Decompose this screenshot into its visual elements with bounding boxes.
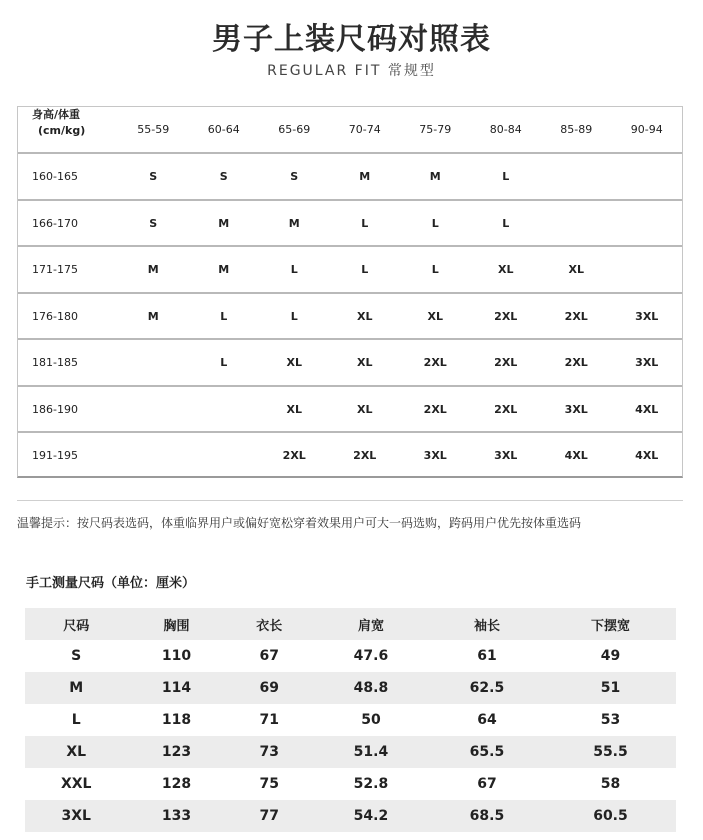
measurement-cell: 65.5 — [469, 744, 505, 760]
measurement-header: 肩宽 — [357, 618, 384, 634]
measurement-cell: 123 — [161, 744, 192, 760]
corner-label-units: (cm/kg) — [38, 124, 86, 137]
size-cell: 4XL — [635, 402, 659, 416]
measurement-cell: 61 — [477, 648, 497, 664]
measurement-cell: XL — [66, 744, 87, 760]
size-cell: XL — [286, 356, 302, 369]
size-cell: L — [502, 216, 510, 230]
size-chart-row — [18, 433, 682, 477]
size-cell: M — [218, 263, 230, 276]
size-chart-row — [18, 247, 682, 294]
measurement-cell: 55.5 — [593, 744, 628, 760]
measurement-cell: 71 — [259, 712, 280, 728]
size-cell — [189, 387, 260, 431]
corner-label-height-weight: 身高/体重 — [32, 108, 81, 121]
size-cell — [541, 154, 612, 199]
measurement-cell: 58 — [600, 776, 621, 792]
measurement-table — [25, 608, 676, 832]
measurement-row — [25, 640, 676, 672]
measurement-row — [25, 672, 676, 704]
measurement-cell: 48.8 — [353, 680, 389, 696]
size-cell: 2XL — [353, 448, 377, 462]
height-label: 191-195 — [32, 448, 78, 462]
size-cell: L — [361, 216, 369, 230]
weight-header: 65-69 — [278, 123, 311, 136]
size-cell: 3XL — [635, 309, 659, 323]
weight-header: 80-84 — [489, 123, 522, 136]
size-cell: L — [290, 309, 298, 323]
measurement-header: 胸围 — [163, 618, 190, 634]
measurement-row — [25, 736, 676, 768]
measurement-cell: 62.5 — [469, 680, 505, 696]
size-cell: S — [149, 170, 158, 183]
size-cell: XL — [357, 309, 373, 323]
weight-header: 85-89 — [560, 123, 593, 136]
size-cell — [541, 201, 612, 245]
measurement-header-row — [25, 608, 676, 640]
size-cell: 2XL — [564, 309, 588, 323]
size-cell: M — [218, 216, 230, 230]
size-cell: 2XL — [423, 356, 447, 369]
weight-header: 90-94 — [630, 123, 663, 136]
size-cell: M — [359, 170, 371, 183]
size-cell — [118, 387, 189, 431]
measurement-row — [25, 704, 676, 736]
measurement-cell: 51.4 — [353, 744, 389, 760]
measurement-cell: 114 — [161, 680, 192, 696]
size-cell: 2XL — [282, 448, 306, 462]
measurement-cell: 50 — [361, 712, 381, 728]
measurement-header: 袖长 — [473, 618, 500, 634]
measurement-cell: 75 — [259, 776, 280, 792]
measurement-cell: S — [71, 648, 82, 664]
size-cell — [118, 340, 189, 385]
size-cell — [612, 247, 683, 292]
weight-header: 55-59 — [137, 123, 170, 136]
size-cell: 3XL — [423, 448, 447, 462]
measurement-cell: 77 — [259, 808, 280, 824]
size-cell: XL — [568, 263, 584, 276]
measurement-cell: 110 — [161, 648, 192, 664]
size-cell: XL — [357, 402, 373, 416]
size-chart-corner — [18, 107, 118, 152]
weight-header: 60-64 — [207, 123, 240, 136]
size-cell: 3XL — [564, 402, 588, 416]
size-cell: XL — [498, 263, 514, 276]
measurement-cell: 69 — [259, 680, 280, 696]
page-title: 男子上装尺码对照表 — [212, 22, 491, 57]
height-label: 160-165 — [32, 170, 78, 183]
measurement-cell: 53 — [600, 712, 621, 728]
size-cell: 2XL — [494, 309, 518, 323]
measurement-cell: M — [69, 680, 84, 696]
measurement-cell: 51 — [600, 680, 621, 696]
size-chart-row — [18, 387, 682, 433]
size-cell: L — [220, 356, 228, 369]
size-chart-row — [18, 201, 682, 247]
size-cell — [612, 201, 683, 245]
measurement-cell: 68.5 — [469, 808, 505, 824]
page-subtitle: REGULAR FIT 常规型 — [267, 63, 436, 79]
measurement-cell: 118 — [161, 712, 192, 728]
size-chart-row — [18, 294, 682, 340]
size-cell — [612, 154, 683, 199]
measurement-header: 下摆宽 — [590, 618, 630, 634]
size-chart-row — [18, 154, 682, 201]
measurement-header: 尺码 — [63, 618, 90, 634]
size-cell: 4XL — [564, 448, 588, 462]
size-cell: M — [147, 263, 159, 276]
size-tip: 温馨提示：按尺码表选码，体重临界用户或偏好宽松穿着效果用户可大一码选购，跨码用户优先按体重选码 — [17, 516, 582, 530]
measurement-cell: 3XL — [61, 808, 91, 824]
weight-header: 75-79 — [419, 123, 452, 136]
size-cell: L — [431, 216, 439, 230]
measurement-cell: 73 — [259, 744, 280, 760]
size-cell: 2XL — [564, 356, 588, 369]
divider — [17, 500, 683, 501]
measurement-section-title: 手工测量尺码（单位：厘米） — [26, 576, 196, 591]
height-label: 176-180 — [32, 309, 78, 323]
size-chart-row — [18, 340, 682, 387]
size-cell: 3XL — [494, 448, 518, 462]
size-cell: L — [502, 170, 510, 183]
measurement-cell: L — [71, 712, 81, 728]
measurement-cell: 67 — [259, 648, 280, 664]
height-label: 186-190 — [32, 402, 78, 416]
size-cell: 2XL — [494, 356, 518, 369]
size-cell: S — [219, 170, 228, 183]
measurement-cell: 49 — [600, 648, 621, 664]
measurement-cell: 60.5 — [593, 808, 628, 824]
size-chart-header-row — [18, 107, 682, 154]
size-cell: 4XL — [635, 448, 659, 462]
size-cell: 2XL — [494, 402, 518, 416]
size-cell: M — [147, 309, 159, 323]
size-cell: M — [429, 170, 441, 183]
size-cell: L — [290, 263, 298, 276]
size-cell — [189, 433, 260, 477]
size-cell: XL — [286, 402, 302, 416]
size-cell: XL — [357, 356, 373, 369]
size-cell: XL — [427, 309, 443, 323]
size-cell: 3XL — [635, 356, 659, 369]
measurement-row — [25, 800, 676, 832]
measurement-cell: 67 — [477, 776, 497, 792]
measurement-header: 衣长 — [256, 618, 283, 634]
size-cell: S — [149, 216, 158, 230]
measurement-cell: 64 — [477, 712, 497, 728]
size-cell: 2XL — [423, 402, 447, 416]
size-cell: M — [288, 216, 300, 230]
height-label: 181-185 — [32, 356, 78, 369]
size-cell: S — [290, 170, 299, 183]
measurement-row — [25, 768, 676, 800]
measurement-cell: XXL — [60, 776, 92, 792]
size-cell: L — [220, 309, 228, 323]
height-label: 171-175 — [32, 263, 78, 276]
weight-header: 70-74 — [348, 123, 381, 136]
measurement-cell: 47.6 — [353, 648, 389, 664]
height-label: 166-170 — [32, 216, 78, 230]
measurement-cell: 128 — [161, 776, 192, 792]
measurement-cell: 133 — [161, 808, 192, 824]
size-chart-grid — [17, 106, 683, 478]
size-cell: L — [361, 263, 369, 276]
measurement-cell: 54.2 — [353, 808, 389, 824]
measurement-cell: 52.8 — [353, 776, 389, 792]
size-cell: L — [431, 263, 439, 276]
size-cell — [118, 433, 189, 477]
